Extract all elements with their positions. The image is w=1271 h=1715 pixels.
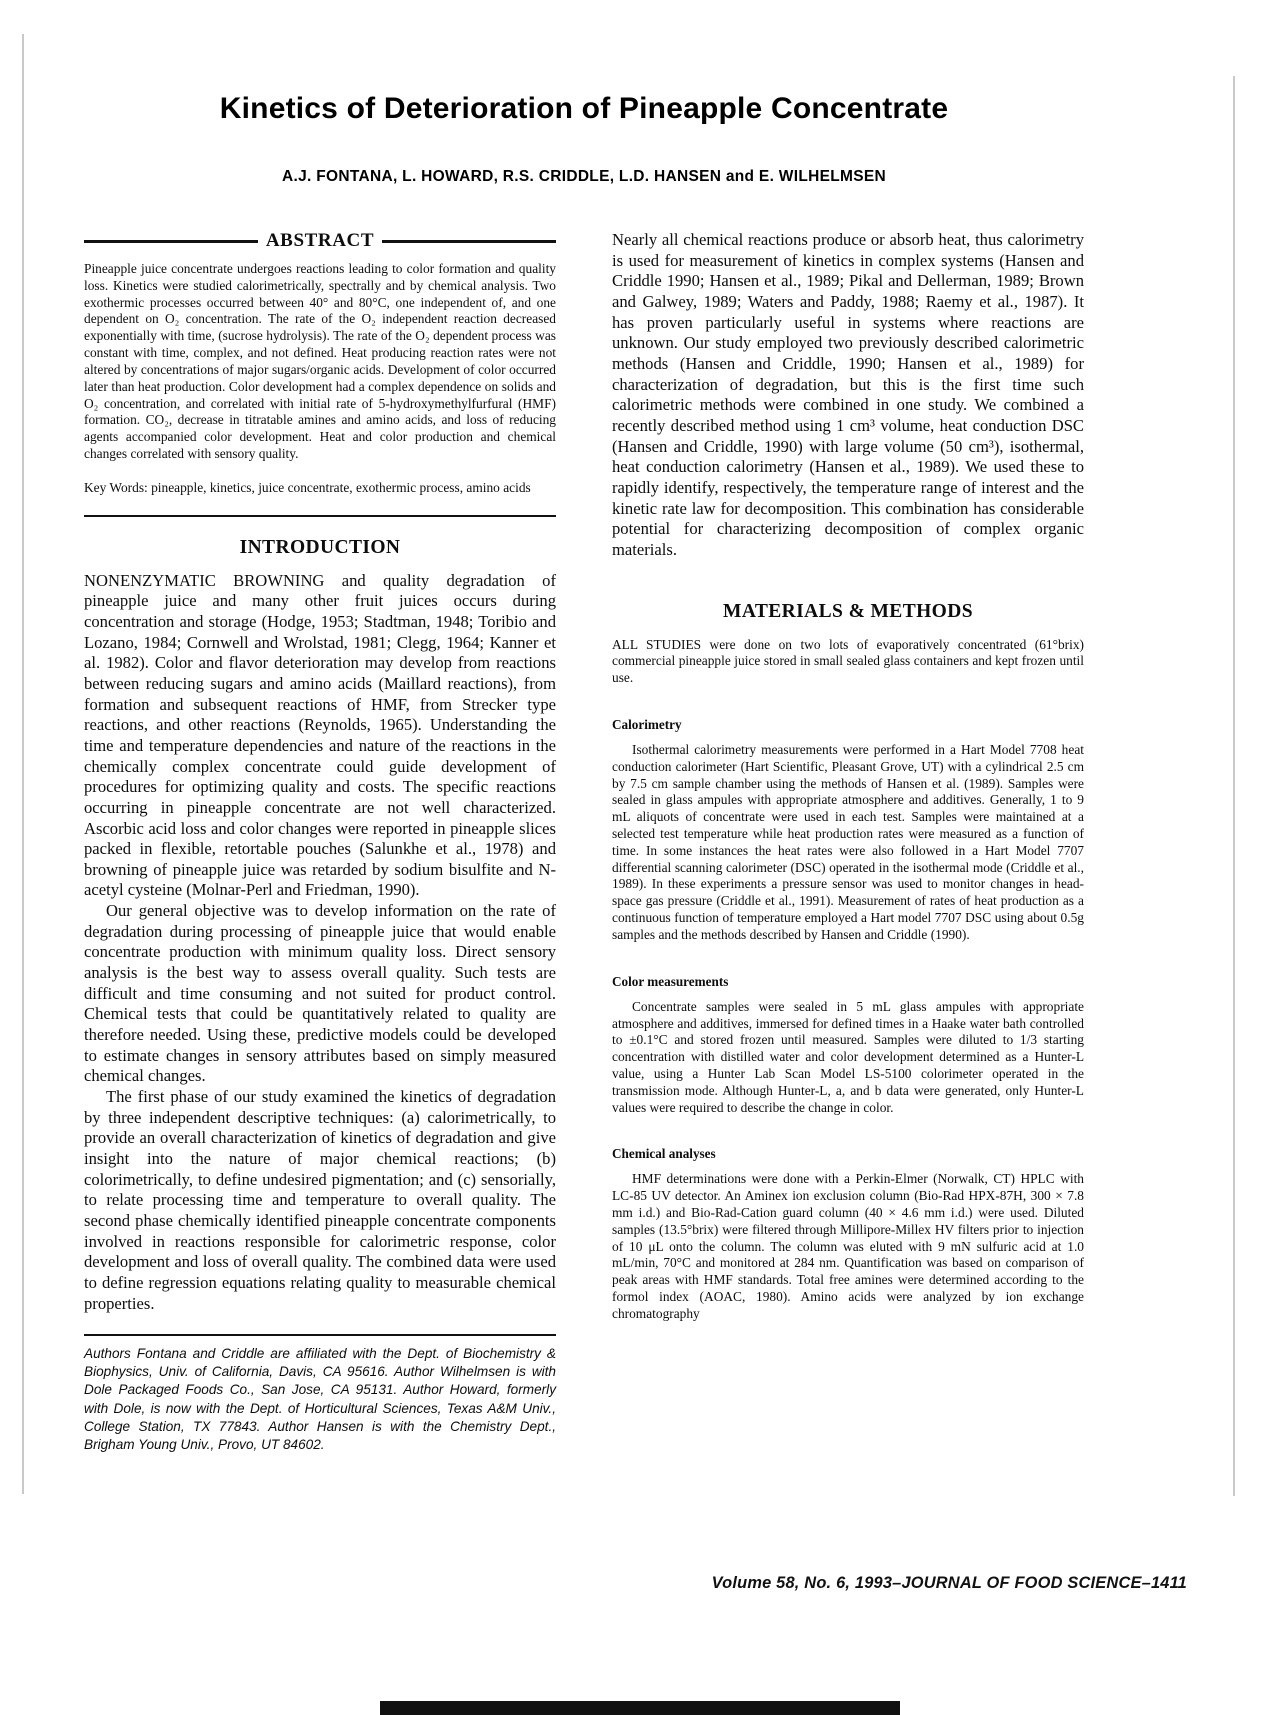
abstract-rule-left [84, 240, 258, 243]
calorimetry-text: Isothermal calorimetry measurements were performed in a Hart Model 7708 heat conduction calorimeter (Hart Scientific, Pleasant Grove, UT) with a cylindrical 2.5 cm by 7.5 cm sample chamber using the methods of Hansen et al. (1989). Samples were sealed in glass ampules with appropriate atmosphere and additives. Generally, 1 to 9 mL aliquots of concentrate were used in each test. Samples were maintained at a selected test temperature while heat production rates were measured as a function of time. In some instances the heat rates were also followed in a Hart Model 7707 differential scanning calorimeter (DSC) operated in the isothermal mode (Criddle et al., 1989). In these experiments a pressure sensor was used to monitor changes in head-space gas pressure (Criddle et al., 1991). Measurement of rates of heat production as a continuous function of temperature employed a Hart model 7707 DSC using about 0.5g samples and the methods described by Hansen and Criddle (1990). [612, 741, 1084, 942]
right-column [612, 230, 1084, 1454]
author-affiliation-footnote [84, 1334, 556, 1453]
abstract-text: Pineapple juice concentrate undergoes reactions leading to color formation and quality loss. Kinetics were studied calorimetrically, spectrally and by chemical analysis. Two exothermic processes occurred between 40° and 80°C, one independent of, and one dependent on O₂ concentration. The rate of the O₂ independent reaction decreased exponentially with time, (sucrose hydrolysis). The rate of the O₂ dependent process was constant with time, complex, and not defined. Heat producing reaction rates were not altered by concentrations of major sugars/organic acids. Development of color occurred later than heat production. Color development had a complex dependence on solids and O₂ concentration, and correlated with initial rate of 5-hydroxymethylfurfural (HMF) formation. CO₂, decrease in titratable amines and amino acids, and loss of reducing agents accompanied color development. Heat and color production and chemical changes correlated with sensory quality. [84, 261, 556, 461]
subsection-heading-calorimetry: Calorimetry [612, 716, 682, 732]
footnote-rule [84, 1334, 556, 1336]
intro-paragraph-3: The first phase of our study examined the kinetics of degradation by three independent descriptive techniques: (a) calorimetrically, to provide an overall characterization of kinetics of degradation and give insight into the nature of major chemical reactions; (b) colorimetrically, to define undesired pigmentation; and (c) sensorially, to relate processing time and temperature to overall quality. The second phase chemically identified pineapple concentrate components involved in reactions responsible for calorimetric response, color development and loss of overall quality. The combined data were used to define regression equations relating quality to measurable chemical properties. [84, 1087, 556, 1313]
materials-intro-text: ALL STUDIES were done on two lots of evaporatively concentrated (61°brix) commercial pineapple juice stored in small sealed glass containers and kept frozen until use. [612, 636, 1084, 686]
page-content [84, 92, 1084, 1454]
materials-methods-intro [612, 637, 1084, 687]
introduction-heading: INTRODUCTION [239, 536, 401, 558]
left-column [84, 230, 556, 1454]
introduction-body-continued [612, 230, 1084, 561]
materials-methods-heading: MATERIALS & METHODS [723, 600, 973, 622]
abstract-rule [84, 230, 556, 252]
scan-bottom-bar [380, 1701, 900, 1715]
author-list: A.J. FONTANA, L. HOWARD, R.S. CRIDDLE, L.D. HANSEN and E. WILHELMSEN [282, 168, 886, 185]
two-column-layout [84, 230, 1084, 1454]
abstract-label: ABSTRACT [265, 230, 375, 251]
abstract-body [84, 261, 556, 463]
page-footer: Volume 58, No. 6, 1993–JOURNAL OF FOOD SCIENCE–1411 [711, 1574, 1187, 1592]
scan-edge-left [22, 34, 24, 1494]
chemical-analyses-text: HMF determinations were done with a Perkin-Elmer (Norwalk, CT) HPLC with LC-85 UV detector. An Aminex ion exclusion column (Bio-Rad HPX-87H, 300 × 7.8 mm i.d.) and Bio-Rad-Cation guard column (40 × 4.6 mm i.d.) were used. Diluted samples (13.5°brix) were filtered through Millipore-Millex HV filters prior to injection of 10 μL onto the column. The column was eluted with 9 mN sulfuric acid at 1.0 mL/min, 70°C and monitored at 284 nm. Quantification was based on comparison of peak areas with HMF standards. Total free amines were determined according to the formol index (AOAC, 1980). Amino acids were analyzed by ion exchange chromatography [612, 1171, 1084, 1321]
intro-paragraph-2: Our general objective was to develop information on the rate of degradation during processing of pineapple juice that would enable concentrate production with minimum quality loss. Direct sensory analysis is the best way to assess overall quality. Such tests are difficult and time consuming and not suited for product control. Chemical tests that could be quantitatively related to quality are therefore needed. Using these, predictive models could be developed to estimate changes in sensory attributes based on simply measured chemical changes. [84, 901, 556, 1086]
subsection-body-color-measurements [612, 999, 1084, 1117]
scan-edge-right [1233, 76, 1235, 1496]
color-measurements-text: Concentrate samples were sealed in 5 mL glass ampules with appropriate atmosphere and additives, immersed for defined times in a Haake water bath controlled to ±0.1°C and stored frozen until measured. Samples were diluted to 1/3 starting concentration with distilled water and color development determined as a Hunter-L value, using a Hunter Lab Scan Model LS-5100 colorimeter operated in the transmission mode. Although Hunter-L, a, and b data were generated, only Hunter-L values were required to describe the change in color. [612, 998, 1084, 1115]
page-title: Kinetics of Deterioration of Pineapple Concentrate [219, 92, 949, 125]
subsection-heading-chemical-analyses: Chemical analyses [612, 1146, 716, 1162]
footnote-text: Authors Fontana and Criddle are affiliated with the Dept. of Biochemistry & Biophysics, Univ. of California, Davis, CA 95616. Author Wilhelmsen is with Dole Packaged Foods Co., San Jose, CA 95131. Author Howard, formerly with Dole, is now with the Dept. of Horticultural Sciences, Texas A&M Univ., College Station, TX 77843. Author Hansen is with the Chemistry Dept., Brigham Young Univ., Provo, UT 84602. [84, 1346, 556, 1452]
subsection-body-chemical-analyses [612, 1171, 1084, 1322]
section-divider-rule [84, 515, 556, 517]
subsection-heading-color-measurements: Color measurements [612, 973, 729, 989]
introduction-body [84, 571, 556, 1315]
subsection-body-calorimetry [612, 742, 1084, 944]
intro-paragraph-1: NONENZYMATIC BROWNING and quality degradation of pineapple juice and many other fruit juices occurs during concentration and storage (Hodge, 1953; Stadtman, 1948; Toribio and Lozano, 1984; Cornwell and Wrolstad, 1981; Clegg, 1964; Kanner et al. 1982). Color and flavor deterioration may develop from reactions between reducing sugars and amino acids (Maillard reactions), from formation and subsequent reactions of HMF, from Strecker type reactions, and other reactions (Reynolds, 1965). Understanding the time and temperature dependencies and nature of the reactions in the chemically complex concentrate could guide development of procedures for optimizing quality and costs. The specific reactions occurring in pineapple concentrate are not well characterized. Ascorbic acid loss and color changes were reported in pineapple slices packed in flexible, retortable pouches (Salunkhe et al., 1978) and browning of pineapple juice was retarded by sodium bisulfite and N-acetyl cysteine (Molnar-Perl and Friedman, 1990). [84, 570, 556, 900]
intro-paragraph-4: Nearly all chemical reactions produce or absorb heat, thus calorimetry is used for measurement of kinetics in complex systems (Hansen and Criddle 1990; Hansen et al., 1989; Pikal and Dellerman, 1989; Brown and Galwey, 1989; Waters and Paddy, 1988; Raemy et al., 1987). It has proven particularly useful in systems where reactions are unknown. Our study employed two previously described calorimetric methods (Hansen and Criddle, 1990; Hansen et al., 1989) for characterization of degradation, but this is the first time such calorimetric methods were combined in one study. We combined a recently described method using 1 cm³ volume, heat conduction DSC (Hansen and Criddle, 1990) with large volume (50 cm³), isothermal, heat conduction calorimetry (Hansen et al., 1989). We used these to rapidly identify, respectively, the temperature range of interest and the kinetic rate law for decomposition. This combination has considerable potential for characterizing decomposition of complex organic materials. [612, 230, 1084, 559]
keywords: Key Words: pineapple, kinetics, juice concentrate, exothermic process, amino acids [84, 479, 531, 495]
abstract-rule-right [382, 240, 556, 243]
